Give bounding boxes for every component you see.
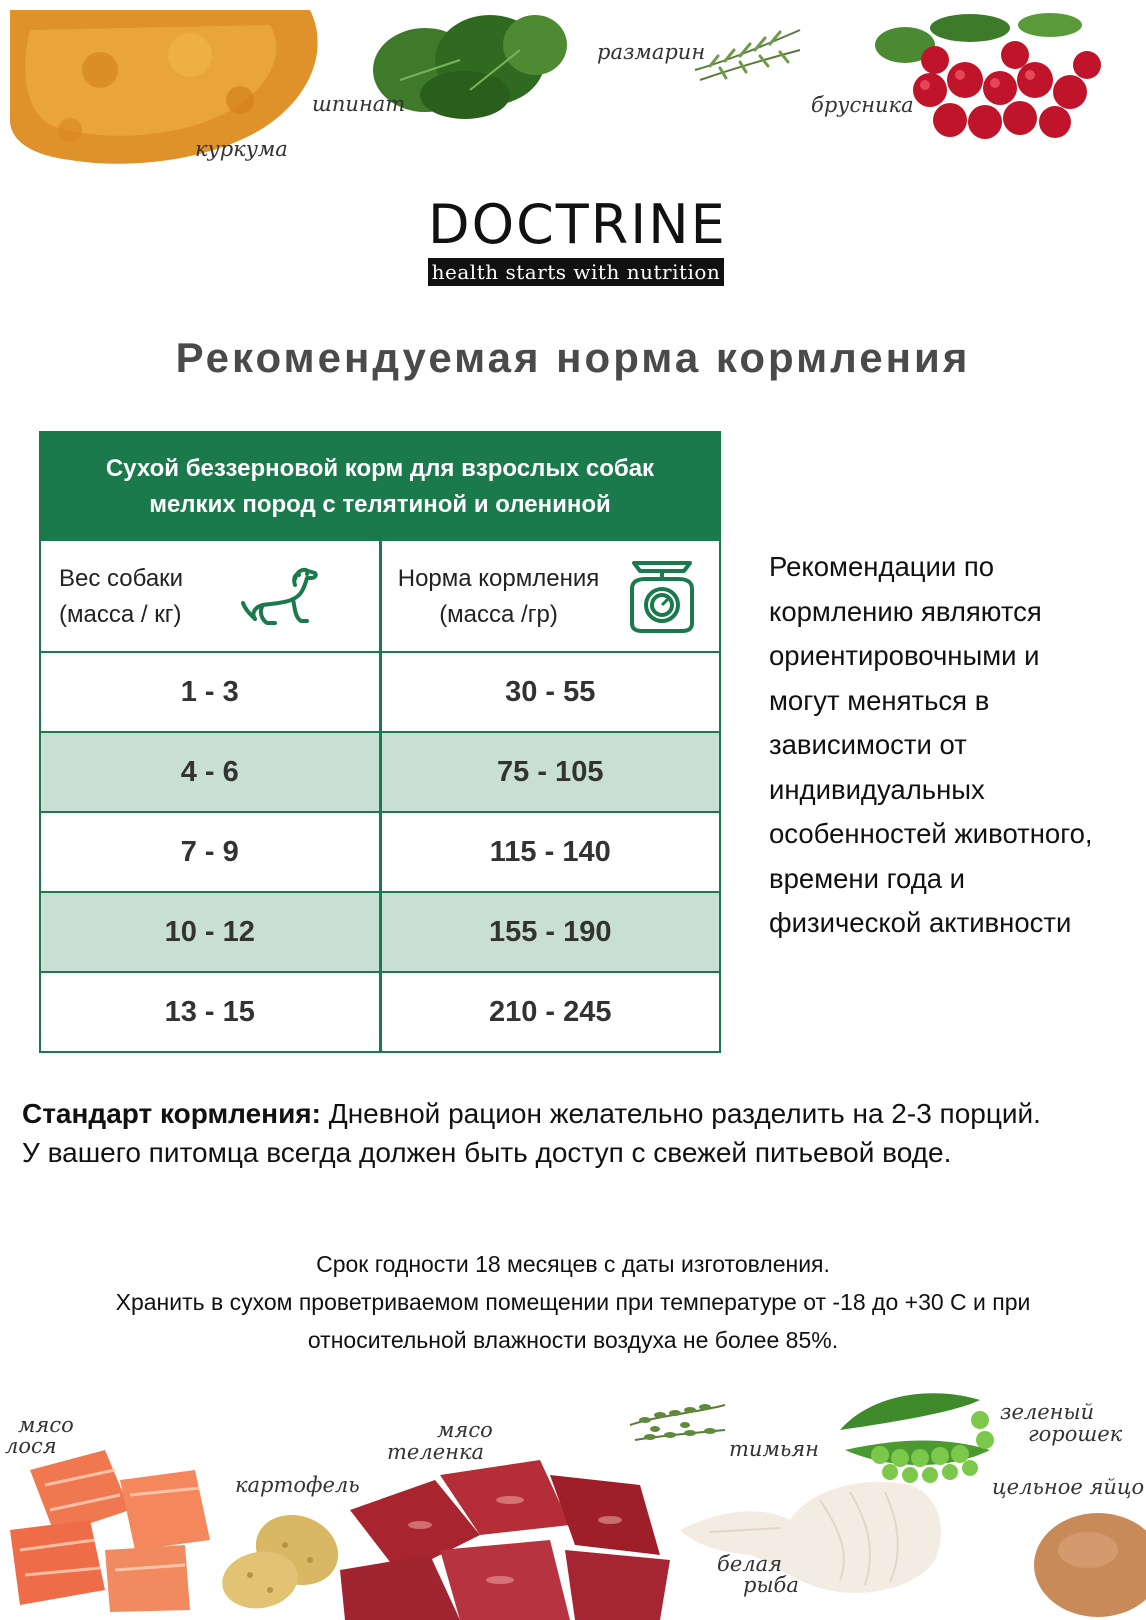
cell-weight: 4 - 6 xyxy=(180,755,239,788)
note-line: физической активности xyxy=(769,907,1072,938)
table-row xyxy=(41,971,719,1051)
cell-weight: 13 - 15 xyxy=(164,995,255,1028)
spinach-label: шпинат xyxy=(312,92,406,116)
storage-info xyxy=(0,1245,1146,1359)
table-header-row xyxy=(41,539,719,651)
recommendation-note xyxy=(769,545,1129,946)
note-line: Рекомендации по xyxy=(769,551,995,582)
cell-norm: 115 - 140 xyxy=(379,813,720,891)
brand-logo: DOCTRINE xyxy=(428,193,727,256)
veal-label-1: мясо xyxy=(437,1418,493,1442)
thyme-label: тимьян xyxy=(729,1437,820,1461)
table-row xyxy=(41,811,719,891)
cell-weight: 1 - 3 xyxy=(180,675,239,708)
feeding-table xyxy=(39,431,721,1053)
note-line: особенностей животного, xyxy=(769,818,1093,849)
salmon-label-1: мясо xyxy=(18,1413,74,1437)
header-weight-line2: (масса / кг) xyxy=(59,601,182,628)
storage-line2: Хранить в сухом проветриваемом помещении при температуре от -18 до +30 С и при xyxy=(115,1289,1031,1315)
note-line: могут меняться в xyxy=(769,684,990,716)
veal-label-2: теленка xyxy=(387,1440,485,1464)
rosemary-image xyxy=(690,20,805,90)
storage-line1: Срок годности 18 месяцев с даты изготовления. xyxy=(316,1251,830,1277)
potato-label: картофель xyxy=(235,1473,360,1497)
cell-norm: 75 - 105 xyxy=(379,733,720,811)
salmon-image xyxy=(10,1440,215,1615)
standard-text1: Дневной рацион желательно разделить на 2-3 порций. xyxy=(320,1098,1041,1129)
brand-tagline: health starts with nutrition xyxy=(428,258,724,286)
note-line: времени года и xyxy=(769,862,966,894)
egg-image xyxy=(1018,1505,1146,1620)
header-norm xyxy=(379,541,720,651)
standard-text2: У вашего питомца всегда должен быть доступ с свежей питьевой воде. xyxy=(22,1137,952,1168)
table-title xyxy=(41,433,719,539)
thyme-image xyxy=(625,1385,730,1455)
note-line: ориентировочными и xyxy=(769,640,1040,671)
cell-norm: 155 - 190 xyxy=(379,893,720,971)
header-weight-line1: Вес собаки xyxy=(59,565,184,592)
peas-label-1: зеленый xyxy=(1000,1400,1095,1424)
veal-image xyxy=(340,1455,680,1620)
table-row xyxy=(41,891,719,971)
peas-image xyxy=(830,1380,1000,1485)
turmeric-label: куркума xyxy=(195,137,288,161)
egg-label: цельное яйцо xyxy=(992,1475,1145,1499)
fish-label-1: белая xyxy=(717,1552,783,1576)
lingonberry-image xyxy=(875,10,1105,145)
lingonberry-label: брусника xyxy=(811,93,914,117)
header-norm-line2: (масса /гр) xyxy=(439,601,558,628)
dog-icon xyxy=(241,563,321,631)
feeding-standard xyxy=(22,1094,1132,1172)
table-row xyxy=(41,651,719,731)
header-norm-line1: Норма кормления xyxy=(397,565,600,592)
cell-weight: 10 - 12 xyxy=(164,915,255,948)
standard-label: Стандарт кормления: xyxy=(22,1098,321,1129)
page-title: Рекомендуемая норма кормления xyxy=(175,334,971,381)
fish-label-2: рыба xyxy=(743,1573,799,1597)
header-weight xyxy=(41,541,379,651)
cell-norm: 30 - 55 xyxy=(379,653,720,731)
white-fish-image xyxy=(680,1470,950,1600)
salmon-label-2: лося xyxy=(5,1434,57,1458)
potato-image xyxy=(215,1505,345,1615)
peas-label-2: горошек xyxy=(1028,1422,1123,1446)
table-title-line2: мелких пород с телятиной и олениной xyxy=(149,491,611,518)
storage-line3: относительной влажности воздуха не более 85%. xyxy=(307,1327,839,1353)
note-line: кормлению являются xyxy=(769,595,1042,627)
cell-norm: 210 - 245 xyxy=(379,973,720,1051)
table-title-line1: Сухой беззерновой корм для взрослых собак xyxy=(105,455,655,482)
rosemary-label: размарин xyxy=(597,40,706,64)
cell-weight: 7 - 9 xyxy=(180,835,239,868)
table-row xyxy=(41,731,719,811)
scale-icon xyxy=(626,559,698,635)
note-line: индивидуальных xyxy=(769,773,985,805)
note-line: зависимости от xyxy=(769,729,967,760)
